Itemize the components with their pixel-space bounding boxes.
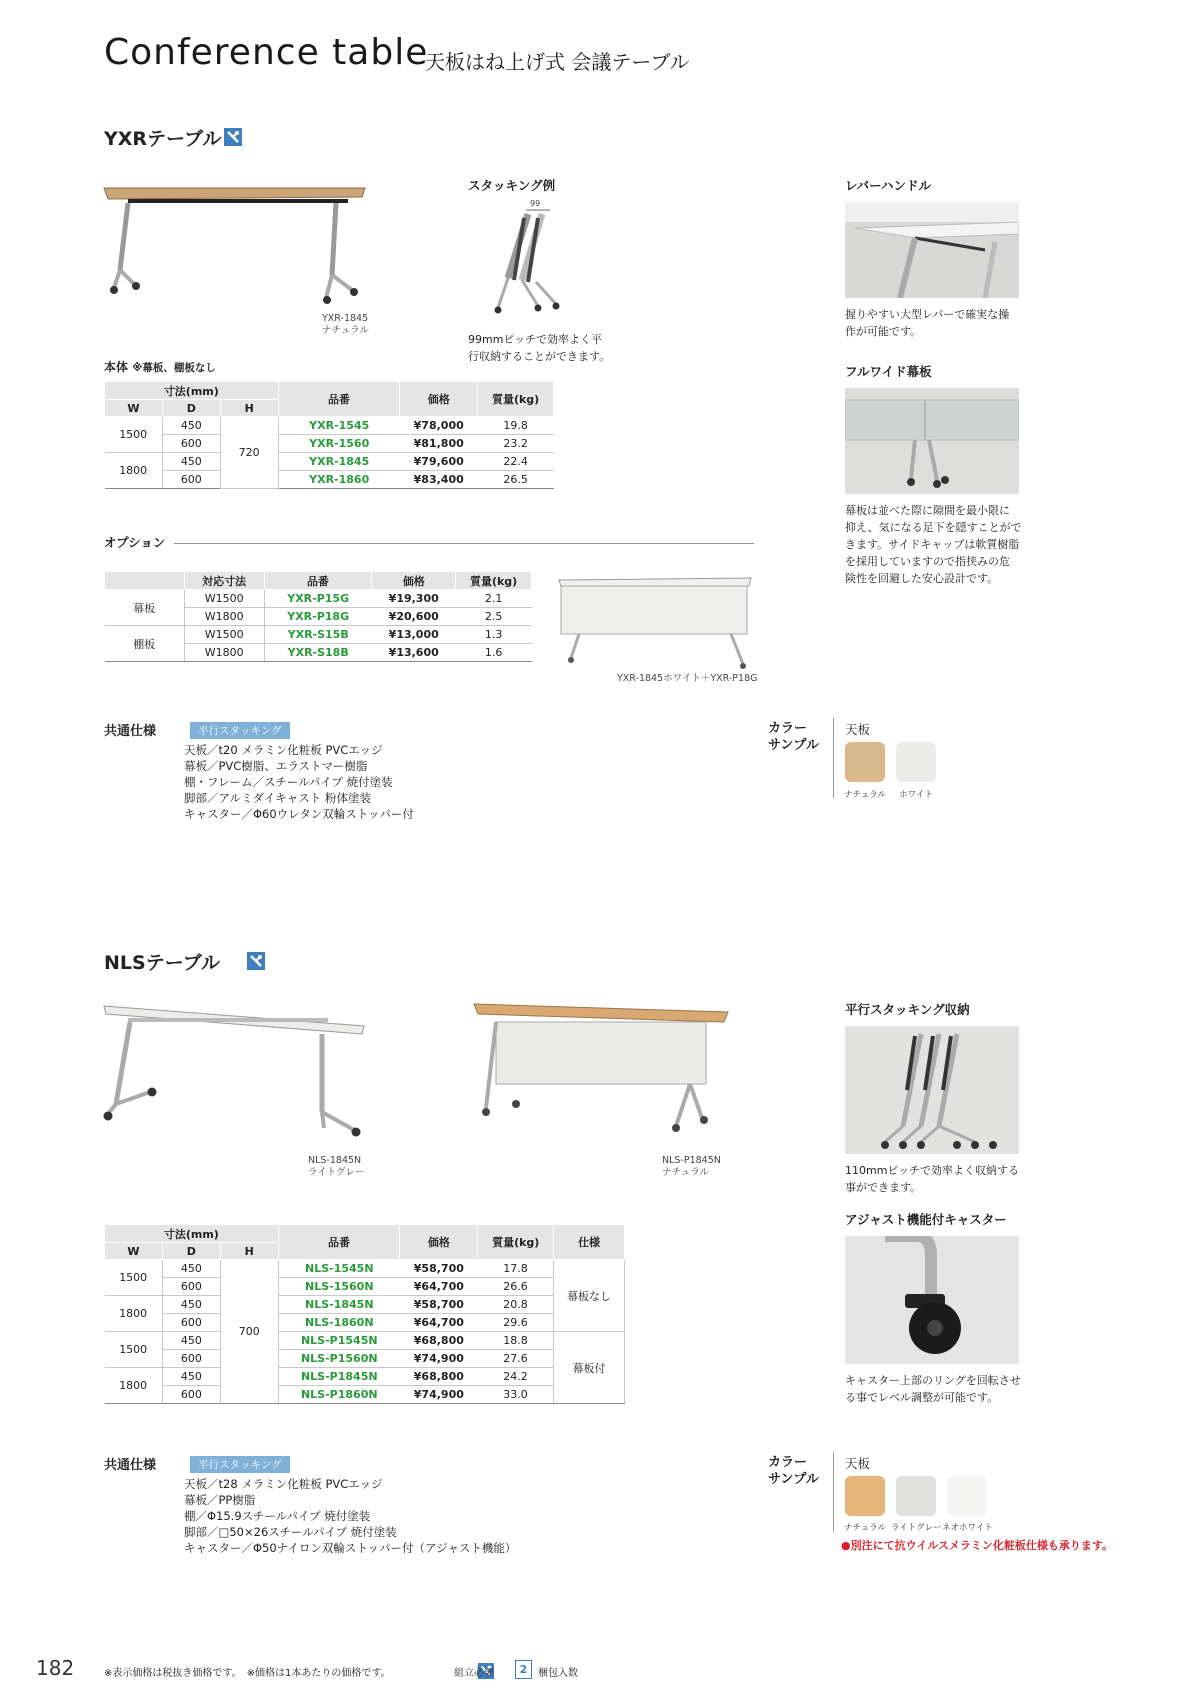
yxr-common-label: 共通仕様	[104, 724, 157, 739]
yxr-lever-photo	[845, 202, 1019, 298]
assembly-required-icon	[224, 128, 242, 146]
nls-table-illustration-1	[100, 1000, 370, 1140]
yxr-option-caption: YXR-1845ホワイト＋YXR-P18G	[617, 673, 758, 684]
nls-caption-2: NLS-P1845N ナチュラル	[662, 1155, 721, 1178]
swatch-white	[896, 742, 936, 782]
yxr-option-table: 対応寸法 品番 価格 質量(kg) 幕板 W1500 YXR-P15G ¥19,300 2.1 W1800 YXR-P18G ¥20,600 2.5 棚板 W1500 YXR-S15B ¥13,000 1.3 W1800 YXR-S18B ¥13,600 1.6	[104, 571, 532, 662]
yxr-fullwide-title: フルワイド幕板	[845, 364, 932, 379]
swatch-natural	[845, 742, 885, 782]
yxr-lever-note: 握りやすい大型レバーで確実な操 作が可能です。	[845, 308, 1010, 338]
yxr-option-illustration	[555, 572, 755, 672]
swatch-label: ナチュラル	[844, 1523, 886, 1533]
legend-assembly-label: 組立必要	[454, 1668, 494, 1679]
yxr-spec-table: 寸法(mm) 品番 価格 質量(kg) W D H 1500 450 720 YXR-1545 ¥78,000 19.8 600 YXR-1560 ¥81,800 23.2 1800 450 YXR-1845 ¥79,600 22.4 600 YXR-1860 ¥83,400 26.5	[104, 381, 554, 489]
table-row: 1500 450 720 YXR-1545 ¥78,000 19.8	[105, 417, 554, 435]
page-title: Conference table	[104, 32, 429, 73]
yxr-stacking-note: 99mmピッチで効率よく平 行収納することができます。	[468, 333, 611, 363]
option-divider	[174, 543, 754, 544]
parallel-stacking-badge: 平行スタッキング	[190, 1456, 290, 1473]
nls-title: NLSテーブル	[104, 952, 220, 974]
table-row: 1800 450 NLS-1845N ¥58,700 20.8	[105, 1296, 625, 1314]
yxr-table-illustration	[100, 180, 370, 305]
table-row: 1500 450 700 NLS-1545N ¥58,700 17.8 幕板なし	[105, 1260, 625, 1278]
yxr-stacking-dim: 99	[530, 199, 541, 208]
swatch-label: ライトグレー	[891, 1523, 942, 1533]
table-row: 幕板 W1500 YXR-P15G ¥19,300 2.1	[105, 590, 532, 608]
yxr-stacking-title: スタッキング例	[468, 178, 556, 193]
nls-table-illustration-2	[470, 1000, 734, 1140]
page-subtitle: 天板はね上げ式 会議テーブル	[425, 50, 690, 74]
table-row: 1500 450 NLS-P1545N ¥68,800 18.8 幕板付	[105, 1332, 625, 1350]
nls-common-label: 共通仕様	[104, 1458, 157, 1473]
color-divider	[833, 1452, 834, 1532]
yxr-spec-list: 天板／t20 メラミン化粧板 PVCエッジ 幕板／PVC樹脂、エラストマー樹脂 棚・フレーム／スチールパイプ 焼付塗装 脚部／アルミダイキャスト 粉体塗装 キャスター／Φ60ウレタン双輪ストッパー付	[184, 743, 414, 821]
yxr-color-top-label: 天板	[845, 722, 871, 737]
nls-color-top-label: 天板	[845, 1456, 871, 1471]
yxr-color-label: カラー サンプル	[768, 721, 819, 753]
table-row: W1800 YXR-P18G ¥20,600 2.5	[105, 608, 532, 626]
yxr-lever-title: レバーハンドル	[845, 178, 932, 193]
nls-spec-list: 天板／t28 メラミン化粧板 PVCエッジ 幕板／PP樹脂 棚／Φ15.9スチールパイプ 焼付塗装 脚部／□50×26スチールパイプ 焼付塗装 キャスター／Φ50ナイロン双輪ストッパー付（アジャスト機能）	[184, 1477, 517, 1555]
parallel-stacking-badge: 平行スタッキング	[190, 722, 290, 739]
swatch-label: ホワイト	[899, 790, 933, 800]
yxr-fullwide-note: 幕板は並べた際に隙間を最小限に 抑え、気になる足下を隠すことがで きます。サイドキャップは軟質樹脂 を採用していますので指挟みの危 険性を回避した安心設計です。	[845, 504, 1022, 585]
swatch-neo-white	[947, 1476, 987, 1516]
swatch-light-gray	[896, 1476, 936, 1516]
yxr-caption: YXR-1845 ナチュラル	[322, 313, 369, 336]
nls-stacking-note: 110mmピッチで効率よく収納する 事ができます。	[845, 1164, 1019, 1194]
swatch-natural	[845, 1476, 885, 1516]
table-row: 600 NLS-P1560N ¥74,900 27.6	[105, 1350, 625, 1368]
table-row: 600 NLS-1560N ¥64,700 26.6	[105, 1278, 625, 1296]
table-row: 1800 450 NLS-P1845N ¥68,800 24.2	[105, 1368, 625, 1386]
table-row: W1800 YXR-S18B ¥13,600 1.6	[105, 644, 532, 662]
swatch-label: ナチュラル	[844, 790, 886, 800]
nls-stacking-photo	[845, 1026, 1019, 1154]
nls-color-label: カラー サンプル	[768, 1455, 819, 1487]
swatch-label: ネオホワイト	[942, 1523, 993, 1533]
nls-stacking-title: 平行スタッキング収納	[845, 1002, 970, 1017]
nls-color-note: ●別注にて抗ウイルスメラミン化粧板仕様も承ります。	[841, 1539, 1114, 1552]
legend-pack-label: 梱包入数	[538, 1668, 578, 1679]
nls-caster-title: アジャスト機能付キャスター	[845, 1212, 1007, 1227]
yxr-option-title: オプション	[104, 535, 166, 550]
package-count-icon: 2	[515, 1660, 532, 1679]
footer-note: ※表示価格は税抜き価格です。 ※価格は1本あたりの価格です。	[104, 1668, 391, 1679]
table-row: 600 YXR-1860 ¥83,400 26.5	[105, 471, 554, 489]
table-row: 1800 450 YXR-1845 ¥79,600 22.4	[105, 453, 554, 471]
assembly-required-icon	[247, 952, 265, 970]
table-row: 600 YXR-1560 ¥81,800 23.2	[105, 435, 554, 453]
table-row: 600 NLS-1860N ¥64,700 29.6	[105, 1314, 625, 1332]
page-number: 182	[36, 1656, 75, 1680]
yxr-body-label: 本体 ※幕板、棚板なし	[104, 360, 216, 374]
color-divider	[833, 718, 834, 798]
yxr-title: YXRテーブル	[104, 128, 222, 150]
nls-caster-photo	[845, 1236, 1019, 1364]
table-row: 600 NLS-P1860N ¥74,900 33.0	[105, 1386, 625, 1404]
yxr-fullwide-photo	[845, 388, 1019, 494]
table-row: 棚板 W1500 YXR-S15B ¥13,000 1.3	[105, 626, 532, 644]
yxr-stacking-illustration	[490, 208, 580, 323]
nls-caption-1: NLS-1845N ライトグレー	[308, 1155, 365, 1178]
nls-spec-table: 寸法(mm) 品番 価格 質量(kg) 仕様 W D H 1500 450 700 NLS-1545N ¥58,700 17.8 幕板なし 600 NLS-1560N ¥64,700 26.6 1800 450 NLS-1845N ¥58,700 20.8 600 NLS-1860N ¥64,700 29.6 1500 450 NLS-P1545N ¥68,800 18.8 幕板付 600 NLS-P1560N ¥74,900 27.6 1800 450 NLS-P1845N ¥68,800 24.2 600 NLS-P1860N ¥74,900 33.0	[104, 1224, 625, 1404]
nls-caster-note: キャスター上部のリングを回転させ る事でレベル調整が可能です。	[845, 1374, 1021, 1404]
